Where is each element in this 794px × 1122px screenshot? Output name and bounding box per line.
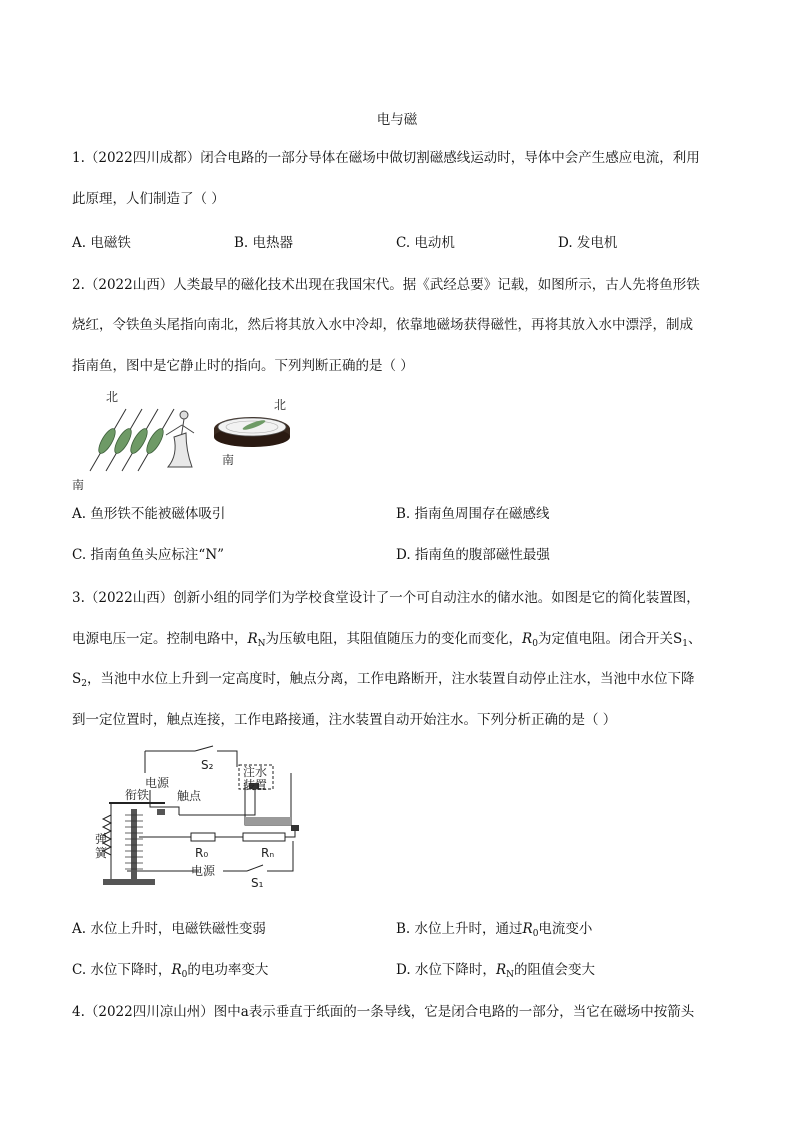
ancient-person-icon (166, 411, 194, 467)
rn-label: Rₙ (261, 846, 275, 860)
q3-option-c: C. 水位下降时，$R_0$的电功率变大 (72, 962, 269, 980)
q2-line3: 指南鱼，图中是它静止时的指向。下列判断正确的是（ ） (72, 358, 414, 374)
contact-label: 触点 (177, 789, 202, 803)
compass-bowl-icon (214, 417, 290, 447)
q1-option-a: A. 电磁铁 (72, 235, 131, 251)
q3-line1: 3.（2022山西）创新小组的同学们为学校食堂设计了一个可自动注水的储水池。如图是它的简化装置图， (72, 590, 700, 606)
compass-fish-figure (70, 385, 310, 495)
q1-option-d: D. 发电机 (558, 235, 618, 251)
power-label-top: 电源 (145, 776, 170, 790)
q2-option-d: D. 指南鱼的腹部磁性最强 (396, 547, 550, 563)
inject-label-2: 装置 (243, 778, 268, 792)
north-label-left: 北 (106, 390, 119, 404)
page-title: 电与磁 (376, 112, 418, 128)
south-label-left: 南 (72, 478, 85, 492)
north-label-right: 北 (274, 398, 287, 412)
q2-option-a: A. 鱼形铁不能被磁体吸引 (72, 506, 226, 522)
q1-option-c: C. 电动机 (396, 235, 455, 251)
q3-line2: 电源电压一定。控制电路中，$R_N$为压敏电阻，其阻值随压力的变化而变化，$R_0$为定值电阻。闭合开关$S_1$、 (72, 631, 702, 649)
q3-option-d: D. 水位下降时，$R_N$的阻值会变大 (396, 962, 595, 980)
q2-line2: 烧红，令铁鱼头尾指向南北，然后将其放入水中冷却，依靠地磁场获得磁性，再将其放入水中漂浮，制成 (72, 317, 693, 333)
south-label-right: 南 (222, 453, 235, 467)
s2-label: S₂ (201, 758, 214, 772)
q1-line2: 此原理，人们制造了（ ） (72, 191, 225, 207)
q2-option-b: B. 指南鱼周围存在磁感线 (396, 506, 550, 522)
spring-label-2: 簧 (95, 846, 108, 860)
inject-label-1: 注水 (243, 765, 268, 779)
water-tank-circuit-figure (95, 745, 320, 890)
s1-label: S₁ (251, 876, 264, 890)
armature-label: 衔铁 (125, 788, 150, 802)
spring-label-1: 弹 (95, 832, 108, 846)
q2-option-c: C. 指南鱼鱼头应标注“N” (72, 547, 225, 563)
iron-fish-group (90, 409, 174, 471)
q3-line4: 到一定位置时，触点连接，工作电路接通，注水装置自动开始注水。下列分析正确的是（ ） (72, 712, 617, 728)
q1-option-b: B. 电热器 (234, 235, 294, 251)
power-label-bottom: 电源 (191, 864, 216, 878)
q2-line1: 2.（2022山西）人类最早的磁化技术出现在我国宋代。据《武经总要》记载，如图所示，古人先将鱼形铁 (72, 277, 700, 293)
q1-line1: 1.（2022四川成都）闭合电路的一部分导体在磁场中做切割磁感线运动时，导体中会产生感应电流，利用 (72, 150, 700, 166)
q3-line3: $S_2$，当池中水位上升到一定高度时，触点分离，工作电路断开，注水装置自动停止注水，当池中水位下降 (72, 671, 695, 689)
q4-line1: 4.（2022四川凉山州）图中a表示垂直于纸面的一条导线，它是闭合电路的一部分，当它在磁场中按箭头 (72, 1004, 695, 1020)
r0-label: R₀ (195, 846, 209, 860)
q3-option-a: A. 水位上升时，电磁铁磁性变弱 (72, 921, 266, 937)
q3-option-b: B. 水位上升时，通过$R_0$电流变小 (396, 921, 593, 939)
